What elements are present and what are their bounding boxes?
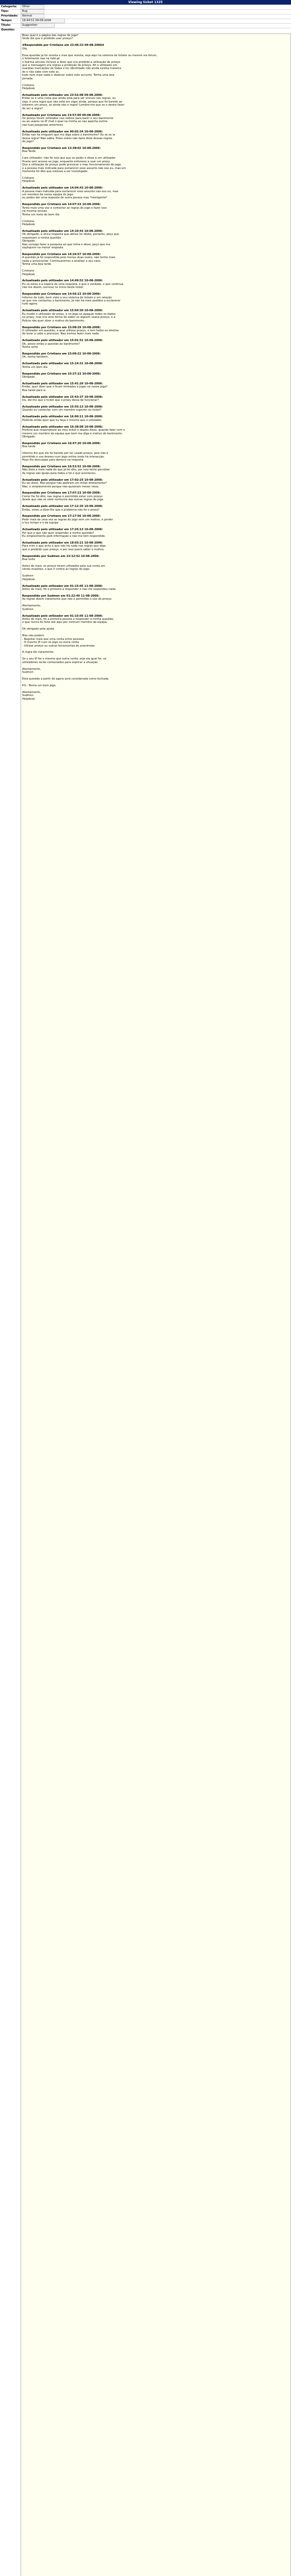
thread-line: Por que é que não quer responder à minha questão? [22,531,94,535]
thread-line: Os proxys foram utilizados nao nobres para banir o seu banimento [22,116,113,120]
thread-line: Helpdesk [22,578,35,581]
thread-line: e a pessoa mais indicada para esclarecer esse assunto não sou eu, mas em [22,166,126,170]
thread-line: Actualizado pelo utilizador em 16:38:08 10-08-2006: [22,425,103,429]
thread-line: de e não sabe com este ac. [22,70,60,74]
thread-line: - O mesmo IP num só jogo ou outra conta [22,641,79,645]
thread-line: Respondido por Cristiano em 17:17:56 10-08-2006: [22,515,101,518]
thread-line: As regras são iguais para todos e foi o que aconteceu. [22,471,97,475]
window-title-bar [0,0,291,5]
ticket-form [0,5,291,2576]
thread-line: Eu sei disso. Mas porque não pediram um ticket diretamente? [22,482,107,485]
thread-line: mesmo um membro da equipa que bem me diga o motivo do banimento. [22,432,123,435]
thread-line: O utilizador em questão, o qual utilizou proxys, e tem todos os direitos [22,329,119,332]
thread-line: Cristiano [22,269,35,273]
thread-line: Respondido por Cristiano em 15:37:23 10-08-2006: [22,372,101,376]
thread-line: desde que não se viole nenhuma das outras regras do jogo. [22,498,104,502]
thread-line: Helpdesk [22,697,35,701]
thread-line: #Respondido por Cristiano em 23:46:33 09-08-2006# [22,44,105,47]
thread-line: Eu cá estou é à espera de uma resposta, o que é verdade, e que continua [22,282,124,286]
thread-line: responsam à minha questão. [22,236,62,240]
thread-line: Actualizado pelo utilizador em 15:55:13 10-08-2006: [22,405,103,409]
thread-line: Não, é simplesmente porque não quiseram mexer nisso. [22,485,99,488]
thread-line: Actualizado pelo utilizador em 00:02:34 10-08-2006: [22,130,103,133]
thread-line: Mas não podem: [22,634,45,638]
thread-line: Actualizado pelo utilizador em 18:03:21 10-08-2006: [22,541,103,545]
thread-line: Helpdesk [22,87,35,90]
thread-line: Peço-lhe desculpas pela demora na resposta. [22,459,84,462]
thread-line: Actualizado pelo utilizador em 15:01:51 10-08-2006: [22,339,103,343]
thread-line: Actualizado pelo utilizador em 15:04:30 10-08-2006: [22,309,103,313]
thread-line: Boa tarde para si. [22,388,47,392]
thread-line: Ou, diz-me que o ticket que o proxy deixa de funcionar? [22,399,99,402]
tipo-label: Tipo: [1,10,9,13]
thread-line: Onde diz que é proibido usar proxys? [22,37,73,41]
thread-line: Actualizado pelo utilizador em 14:49:52 10-08-2006: [22,279,103,283]
thread-line: Que a utilização de proxys pode provocar o mau funcionamento do jogo, [22,163,122,167]
thread-line: Informo de tudo, bem visto o seu sistema de tickets e em relação [22,296,112,299]
thread-line: Então se é uma coisa que ainda está para ser vinculo nas regras, ou [22,97,116,100]
thread-line: ficaria sem acesso ao jogo, enquanto estivesse a usar um proxy. [22,160,111,163]
thread-line: Actualizado por Cristiano em 23:57:00 09-08-2006: [22,113,101,117]
thread-line: nas tuas pesquisas anteriores. [22,123,64,127]
thread-line: o teu tempo e o da equipa. [22,521,59,525]
thread-line: Eu mudei o utilizador do proxy, e no Jogo se apaguei todos os dados [22,312,116,316]
thread-line: do jogo? [22,140,34,143]
thread-line: ao que nos contactou o banimento, já não há mais pedidos a esclarecer [22,299,121,302]
thread-line: Tenha uma boa tarde [22,263,52,266]
titulo-label: Título: [1,24,11,27]
thread-line: permitido o uso desses num jogo online onde há interacção. [22,455,105,459]
thread-line: estarem um proxy, se ainda não é regra? Lembro-me que se o desire fazer [22,104,125,107]
thread-line: Respondido por Cristiano em 17:07:23 10-08-2006: [22,492,101,495]
thread-line: de ser a regra? [22,107,43,110]
thread-line: Cristiano [22,83,35,87]
tipo-value: Bug [21,9,44,14]
thread-line: Tenha um bom dia [22,365,47,369]
thread-line: expliquem na menor resposta. [22,246,64,249]
thread-line: Antes de mais, foi o primeiro a responder e nao me respondeu nada. [22,588,116,591]
thread-line: Sudmen [22,671,33,674]
thread-line: de levar a cabo o processo. Nao iremos fazer mais nada. [22,332,100,336]
thread-line: Obrigado. [22,240,36,243]
thread-line: Não dizia e mais nada do que já foi dito, por isso tente perceber. [22,468,111,472]
prioridade-value: Normal [21,14,44,19]
thread-line: ou ao usares no IP chat o qual na minha se nao apanha outros [22,120,108,124]
thread-line: Respondido por Cristiano em 16:53:52 10-08-2006: [22,465,101,468]
thread-line: várias ocasiões, o que é contra as regras do jogo. [22,568,90,571]
thread-line: A regra diz claramente: [22,651,55,654]
thread-line: dessa regra? Não sabia. Pelos vistos não fazia ideia dessas regras [22,137,112,140]
titulo-value: Suggestion [21,23,55,28]
thread-line: Se o seu IP for o mesmo que outra conta, seja ela qual for, os [22,657,107,661]
thread-line: tudo nem mais nada e dedecar sobre este accunto. Tenha uma boa [22,74,114,77]
categoria-label: Categoria: [1,5,18,8]
thread-line: que a mensagem era regras a proibição de proxys. Ah e utilizaste em [22,63,117,67]
thread-line: suarplas marcações de todas o ter identidade não ainda existia maneira [22,67,122,71]
thread-line: As regras dizem claramente que não é permitido o uso de proxys. [22,598,112,601]
thread-line: Antes de mais, os proxys foram utilizados pela sua conta em [22,565,106,568]
tempo-value: 16:44:51 09-08-2006 [21,19,65,23]
thread-line: Sudmen [22,694,33,698]
categoria-value: Other [21,5,44,9]
thread-line: não me dizem, escreve no inicio deste ticket. [22,286,84,290]
thread-line: Respondido por Cristiano em 14:07:33 10-08-2006: [22,203,101,207]
thread-line: Ok obrigado pela ajuda. [22,628,55,631]
thread-line: Cristiano [22,176,35,180]
thread-line: e felizmente nao na hebi.pt [22,57,60,61]
thread-line: Actualizado pelo utilizador em 16:00:11 10-08-2006: [22,415,103,419]
thread-line: o fedrina ainviou inclsive a dizer que era proibido a utilização de proxys [22,60,121,64]
thread-line: o que nunca foi feito até aqui por nenhum membro da equipa. [22,621,108,624]
thread-line: Actualizado pelo utilizador em 01:15:05 11-08-2006: [22,584,103,588]
thread-line: utilizadores serão contactados para explicar a situação. [22,660,98,664]
thread-line: Olá, [22,47,28,50]
thread-line: - Registar mais que uma conta entre pessoas [22,637,84,641]
thread-line: Respondido por Cristiano em 15:08:29 10-08-2006: [22,326,101,329]
thread-line: A questão já foi respondida pelo menos duas vezes, não tenho mais [22,256,115,260]
thread-line: Caro utilizador, não foi isso que pus ou pediu e disse a um utilizador [22,157,116,160]
window-title: Viewing ticket 1325 [128,1,163,4]
thread-line: eu podes dar uma resposta de outra pessoa mas *inteligente* [22,196,108,200]
thread-line: Esta questão a partir de agora será considerada como fechada. [22,677,109,681]
thread-line: Nao consigo fazer a pesquisa ao que tinha e disse, peço que me [22,243,110,246]
thread-line: Respondido por Sudmen em 23:12:52 10-08-2006: [22,554,100,558]
thread-line: Ok obrigado, a única resposta que obtive foi idiota, portanto, peço que [22,233,119,236]
thread-line: jornada. [22,77,33,80]
field-row-questao [0,28,291,32]
thread-line: Atentamente, [22,690,41,694]
thread-line: Actualizado pelo utilizador em 23:52:08 09-08-2006: [22,93,103,97]
thread-line: Para mim o que acho é que não há nada nas regras que diga [22,545,106,548]
thread-line: Actualizado pelo utilizador em 17:25:13 10-08-2006: [22,528,103,532]
thread-line: Respondido por Cristiano em 15:09:22 10-08-2006: [22,352,101,355]
thread-line: Então, estou a dizer-lhe que o problema não foi o proxy? [22,508,100,512]
thread-line: Respondido por Cristiano em 16:47:20 10-08-2006: [22,442,101,445]
thread-line: Eu simplesmente pedi informação e não me tem respondido. [22,535,106,538]
thread-line: Actualizado pelo utilizador em 14:10:43 10-08-2006: [22,229,103,233]
thread-line: tudo agora. [22,302,38,306]
thread-line: Polícia não quer dizer o motivo do banimento. [22,319,85,323]
thread-line: Obrigado. [22,435,36,438]
thread-line: Ok, tenha também. [22,355,49,359]
thread-line: Então, quer dizer que o ficam limitados a jogar no nosso jogo? [22,385,108,389]
thread-line: Cristiano [22,219,35,223]
thread-line: Boa Tarde [22,150,36,154]
thread-line: Boa noite [22,558,36,562]
thread-line: nada a acrescentar. Continuaremos a analisar o seu caso. [22,259,101,263]
thread-line: Pedindo então quer que eu faça o mesmo que o utilizador. [22,418,102,422]
thread-line: P.S.: Tenha um bom jogo. [22,684,57,687]
thread-line: - Utilizar proxys ou outras ferramentas de anonimato [22,644,95,648]
thread-line: Quando eu contactar com um membro superior ao ticket? [22,409,101,412]
thread-line: Helpdesk [22,180,35,183]
thread-line: Actualizado pelo utilizador em 17:12:35 10-08-2006: [22,505,103,509]
thread-line: Como lhe foi dito, nas regras é permitido estar com proxys [22,495,103,498]
thread-line: Ok, posso então a questão ao banimento? [22,342,80,346]
questao-label: Questão: [1,28,15,31]
thread-line: Respondido por Sudmen em 01:22:40 11-08-2006: [22,594,100,598]
thread-line: Tenha sorte [22,346,38,349]
thread-line: Helpdesk [22,223,35,226]
thread-line: Informo-lhe que ele foi banido por ter usado proxys, pois não é [22,452,109,455]
thread-line: um membro da nossa equipa do jogo. [22,193,74,196]
thread-line: que é proibido usar proxys, e por isso quero saber o motivo. [22,548,105,551]
thread-line: Respondido por Cristiano em 13:38:02 10-08-2006: [22,146,101,150]
thread-line: Actualizado pelo utilizador em 01:15:05 11-08-2006: [22,614,103,618]
thread-line: Actualizado pelo utilizador em 17:02:25 10-08-2006: [22,478,103,482]
thread-line: Antes de mais, foi a primeira pessoa a responder a minha questão, [22,618,114,621]
thread-line: Boa tarde [22,445,36,449]
thread-line: Actualizado pelo utilizador em 15:14:31 10-08-2006: [22,362,103,366]
thread-line: Helpdesk [22,273,35,276]
thread-line: Atentamente, [22,667,41,671]
prioridade-label: Prioridade: [1,14,19,18]
thread-line: Boas qual é a página das regras do jogo? [22,34,79,37]
tempo-label: Tempo: [1,19,12,22]
thread-line: Sudmen [22,574,33,578]
thread-line: Actualizado pelo utilizador em 14:04:43 10-08-2006: [22,187,103,190]
thread-line: A pessoa mais indicada para esclarecer esse assunto não sou eu, mas [22,190,118,193]
thread-line: Respondido por Cristiano em 14:56:23 10-08-2006: [22,293,101,296]
ticket-conversation-thread[interactable] [21,33,291,2576]
thread-line: seja, é uma regra que não está em vigor ainda, porque que foi banido ao [22,100,123,104]
thread-line: Preferia que respondesse ao meu ticket e depois disso, quando falar com o [22,429,125,432]
thread-line: na mesma secção. [22,210,48,213]
thread-line: Tenha um resto de bom dia [22,213,60,216]
thread-line: momento foi dito que estavas a ser investigado. [22,170,89,173]
thread-line: Atentamente, [22,604,41,608]
thread-line: no proxy, mas era uma forma de saber se alguém usava proxys, e a [22,316,115,319]
thread-line: Respondido por Cristiano em 14:26:57 10-08-2006: [22,252,101,256]
thread-line: Obrigado. [22,376,36,379]
thread-line: Essa questão ja foi revista e mas que revista, seja aqui no sistema de tickets ou mesmo via forum, [22,54,158,57]
thread-line: Sudmen [22,607,33,611]
thread-line: Actualizado pelo utilizador em 15:43:37 10-08-2006: [22,395,103,399]
thread-line: Pedir mais de uma vez as regras do jogo sem um motivo, é perder [22,518,113,521]
thread-line: Então nao há ninguém que me diga sobre o banimento? Ou se se ia [22,133,115,137]
thread-line: Tenta mais uma vez a contactar as regras do jogo e fazer isso [22,206,107,210]
thread-line: Actualizado pelo utilizador em 15:41:26 10-08-2006: [22,382,103,385]
